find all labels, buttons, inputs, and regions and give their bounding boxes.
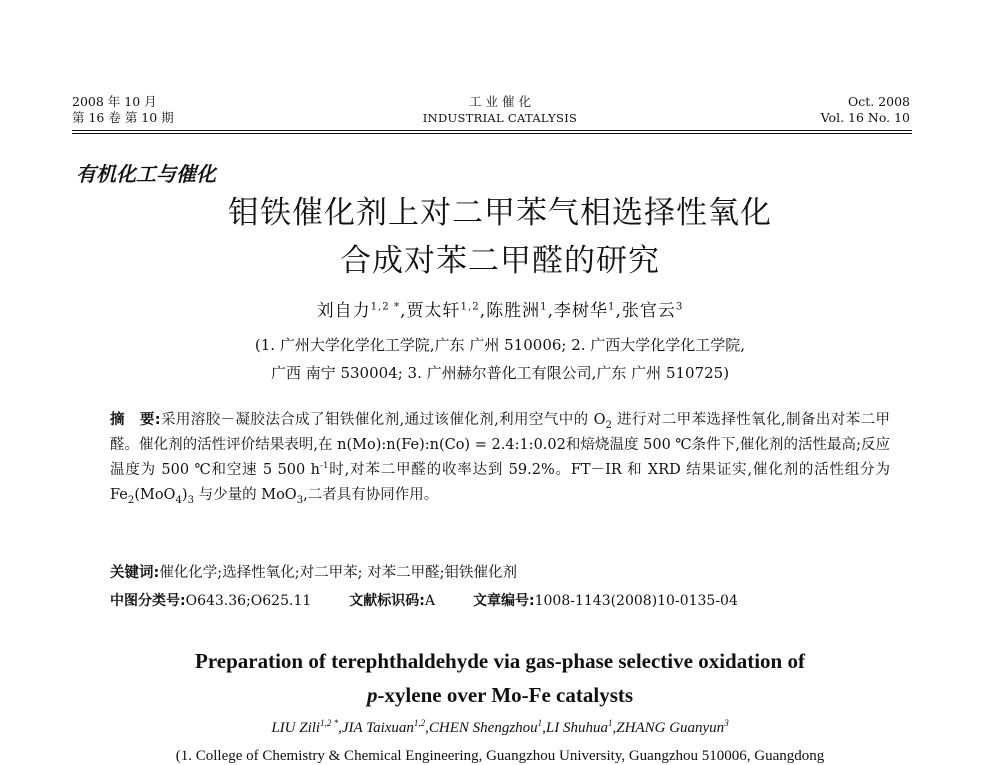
- affiliation-zh-line1: (1. 广州大学化学化工学院,广东 广州 510006; 2. 广西大学化学化工学院,: [254, 336, 746, 354]
- keywords-label: 关键词:: [110, 565, 160, 581]
- abstract-text: 与少量的 MoO: [194, 487, 297, 503]
- author-en: CHEN Shengzhou: [428, 720, 538, 736]
- author-zh: 刘自力: [316, 301, 371, 321]
- abstract-sub: 3: [296, 494, 304, 506]
- author-en-sup: 1,2: [413, 718, 426, 728]
- author-en: JIA Taixuan: [341, 720, 414, 736]
- journal-title-en: INDUSTRIAL CATALYSIS: [422, 111, 578, 125]
- abstract-text: ): [181, 487, 188, 503]
- abstract-text: 时,对苯二甲醛的收率达到 59.2%。FT－IR 和 XRD 结果证实,催化剂的活性组分为 Fe: [110, 462, 890, 503]
- author-en-sup: 1: [608, 718, 613, 728]
- header-date-zh: 2008 年 10 月: [72, 94, 157, 109]
- header-rule-bottom: [72, 133, 912, 134]
- abstract-text: 采用溶胶－凝胶法合成了钼铁催化剂,通过该催化剂,利用空气中的 O: [160, 412, 606, 428]
- authors-zh: 刘自力$^{1,2 *}$,贾太轩$^{1,2}$,陈胜洲$^1$,李树华$^1$,张官云$^3$: [316, 301, 684, 321]
- abstract-label: 摘 要:: [110, 412, 161, 428]
- author-zh-sup: 1: [608, 301, 616, 313]
- keywords-line: [110, 562, 517, 584]
- header-volume-zh: 第 16 卷 第 10 期: [72, 110, 174, 125]
- abstract-text: (MoO: [134, 487, 176, 503]
- abstract-sub: 4: [175, 494, 182, 506]
- doc-code-value: A: [424, 593, 435, 609]
- title-zh-line1: 钼铁催化剂上对二甲苯气相选择性氧化: [228, 195, 772, 231]
- author-en-sup: 1: [537, 718, 543, 728]
- author-zh-sup: 1,2: [460, 301, 480, 313]
- journal-title-zh: 工 业 催 化: [469, 94, 531, 109]
- abstract-sub: 3: [187, 494, 195, 506]
- author-zh: 李树华: [554, 301, 609, 321]
- author-zh-sup: 3: [675, 301, 684, 313]
- author-en: LIU Zili: [271, 720, 321, 736]
- abstract-text: ,二者具有协同作用。: [303, 487, 439, 503]
- abstract-sub: 2: [605, 419, 612, 431]
- abstract-text: 进行对二甲苯选择性氧化,制备出对苯二甲醛。催化剂的活性评价结果表明,在 n(Mo):n(Fe):n(Co) = 2.4:1:0.02和焙烧温度 500 ℃条件下,催化剂的活性最高;反应温度为 500 ℃和空速 5 500 h: [110, 412, 890, 478]
- authors-en: LIU Zili$^{1,2 *}$,JIA Taixuan$^{1,2}$,CHEN Shengzhou$^1$,LI Shuhua$^1$,ZHANG Guanyun$^3$: [271, 718, 729, 736]
- title-en-line2-text: -xylene over Mo-Fe catalysts: [377, 683, 634, 707]
- abstract-zh: [110, 408, 890, 508]
- header-volume-en: Vol. 16 No. 10: [820, 110, 910, 125]
- author-en-sup: 1,2 *: [320, 718, 339, 728]
- author-en: LI Shuhua: [545, 720, 609, 736]
- header-date-en: Oct. 2008: [847, 94, 910, 109]
- affiliation-zh-line2: 广西 南宁 530004; 3. 广州赫尔普化工有限公司,广东 广州 510725): [270, 364, 730, 382]
- abstract-sup: -1: [320, 461, 329, 472]
- title-zh-line2: 合成对苯二甲醛的研究: [340, 243, 660, 279]
- article-number-label: 文章编号:: [473, 593, 535, 609]
- clc-value: O643.36;O625.11: [185, 593, 312, 609]
- article-number-value: 1008-1143(2008)10-0135-04: [534, 593, 738, 609]
- author-zh: 贾太轩: [406, 301, 461, 321]
- affiliation-en-partial: (1. College of Chemistry & Chemical Engineering, Guangzhou University, Guangzhou 510006, Guangdong: [175, 748, 825, 764]
- author-zh-sup: 1,2 *: [370, 301, 401, 313]
- title-en-line2: [0, 678, 1000, 712]
- abstract-sub: 2: [127, 494, 135, 506]
- header-right: [821, 94, 910, 126]
- author-zh: 陈胜洲: [486, 301, 541, 321]
- author-zh: 张官云: [621, 301, 676, 321]
- keywords-text: 催化化学;选择性氧化;对二甲苯; 对苯二甲醛;钼铁催化剂: [159, 565, 517, 581]
- title-en-italic-p: p: [366, 683, 378, 707]
- classification-line: [110, 590, 738, 612]
- author-en: ZHANG Guanyun: [616, 720, 725, 736]
- clc-label: 中图分类号:: [110, 593, 186, 609]
- doc-code-label: 文献标识码:: [349, 593, 425, 609]
- section-tag: 有机化工与催化: [76, 162, 216, 186]
- author-en-sup: 3: [724, 718, 729, 728]
- author-zh-sup: 1: [540, 301, 548, 313]
- header-rule-top: [72, 130, 912, 131]
- title-en-line1: Preparation of terephthaldehyde via gas-phase selective oxidation of: [195, 649, 805, 673]
